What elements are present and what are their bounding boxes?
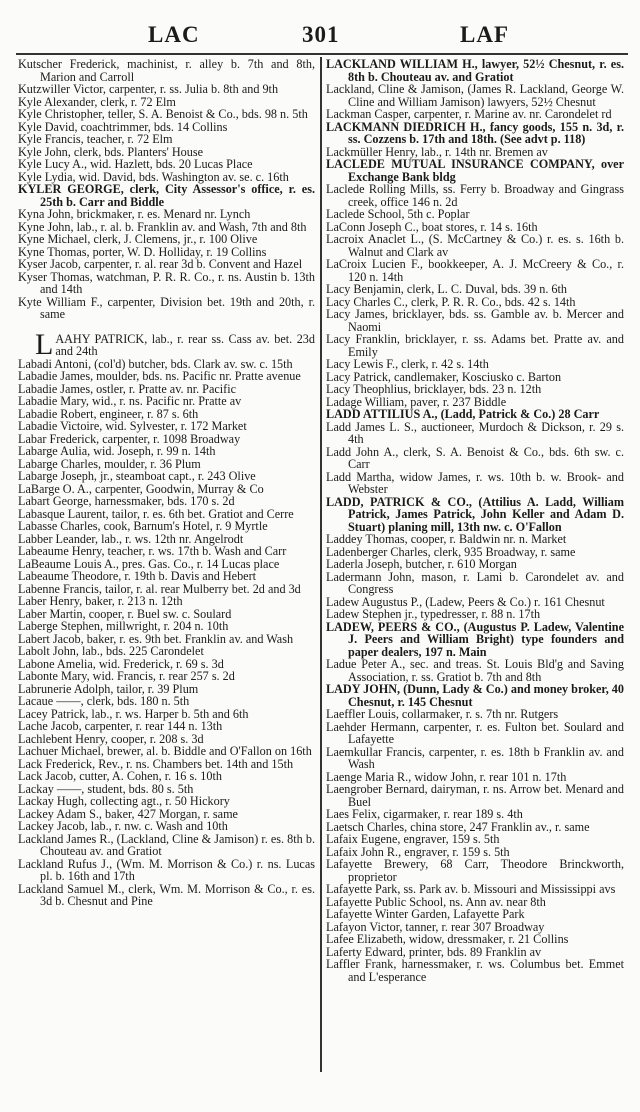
entry-text: Ladd Martha, widow James, r. ws. 10th b. w. Brook- and Webster (326, 469, 624, 496)
entry-text: Kyle David, coachtrimmer, bds. 14 Collins (18, 119, 228, 134)
guide-word-right: LAF (460, 22, 509, 47)
entry-text: Lafayette Park, ss. Park av. b. Missouri and Mississippi avs (326, 882, 616, 896)
entry-text: Labert Jacob, baker, r. es. 9th bet. Franklin av. and Wash (18, 631, 294, 646)
directory-entry (326, 421, 624, 446)
entry-text: Laffler Frank, harnessmaker, r. ws. Columbus bet. Emmet and L'esperance (326, 957, 624, 984)
entry-text: Laber Martin, cooper, r. Buel sw. c. Soulard (18, 606, 232, 621)
entry-text: Laber Henry, baker, r. 213 n. 12th (18, 594, 183, 608)
entry-text: LACKMANN DIEDRICH H., fancy goods, 155 n. 3d, r. ss. Cozzens b. 17th and 18th. (See advt p. 118) (326, 119, 624, 146)
entry-text: Labarge Joseph, jr., steamboat capt., r. 243 Olive (18, 469, 256, 483)
directory-entry (18, 327, 315, 361)
directory-entry (326, 858, 624, 883)
entry-text: Laehder Hermann, carpenter, r. es. Fulton bet. Soulard and Lafayette (326, 719, 624, 746)
entry-text: Labadie Robert, engineer, r. 87 s. 6th (18, 406, 199, 421)
directory-entry (326, 121, 624, 146)
entry-text: Labolt John, lab., bds. 225 Carondelet (18, 644, 204, 658)
directory-entry (326, 258, 624, 283)
entry-text: Laemkullar Francis, carpenter, r. es. 18th b Franklin av. and Wash (326, 744, 624, 771)
entry-text: LADY JOHN, (Dunn, Lady & Co.) and money broker, 40 Chesnut, r. 145 Chesnut (326, 682, 624, 709)
directory-entry (326, 471, 624, 496)
entry-text: Labart George, harnessmaker, bds. 170 s. 2d (18, 494, 235, 508)
entry-text: Lacaue ——, clerk, bds. 180 n. 5th (18, 694, 190, 708)
directory-entry (326, 446, 624, 471)
entry-text: Laenge Maria R., widow John, r. rear 101 n. 17th (326, 769, 567, 784)
entry-text: Labarge Charles, moulder, r. 36 Plum (18, 456, 201, 471)
entry-text: Lackman Casper, carpenter, r. Marine av. nr. Carondelet rd (326, 107, 612, 121)
entry-text: Ladenberger Charles, clerk, 935 Broadway, r. same (326, 544, 576, 559)
directory-entry (326, 83, 624, 108)
directory-entry (18, 58, 315, 83)
entry-text: Lacy James, bricklayer, bds. ss. Gamble av. b. Mercer and Naomi (326, 307, 624, 334)
directory-entry (18, 183, 315, 208)
directory-entry (326, 308, 624, 333)
entry-text: Labonte Mary, wid. Francis, r. rear 257 s. 2d (18, 669, 235, 683)
directory-entry (326, 496, 624, 534)
entry-text: Lackland Rufus J., (Wm. M. Morrison & Co.) r. ns. Lucas pl. b. 16th and 17th (18, 856, 315, 883)
directory-entry (326, 746, 624, 771)
entry-text: Lacy Theophlius, bricklayer, bds. 23 n. 12th (326, 382, 542, 396)
entry-text: Kyle Lydia, wid. David, bds. Washington av. se. c. 16th (18, 169, 289, 184)
entry-text: Ladermann John, mason, r. Lami b. Carondelet av. and Congress (326, 569, 624, 596)
entry-text: Lafayette Winter Garden, Lafayette Park (326, 907, 525, 921)
entry-text: Lackey Jacob, lab., r. nw. c. Wash and 10th (18, 819, 228, 833)
directory-entry (18, 858, 315, 883)
entry-text: Ladd James L. S., auctioneer, Murdoch & Dickson, r. 29 s. 4th (326, 419, 624, 446)
entry-text: Labeaume Henry, teacher, r. ws. 17th b. Wash and Carr (18, 544, 287, 558)
entry-text: Labar Frederick, carpenter, r. 1098 Broadway (18, 431, 241, 446)
entry-text: Kutscher Frederick, machinist, r. alley b. 7th and 8th, Marion and Carroll (18, 57, 315, 84)
entry-text: Kyle Lucy A., wid. Hazlett, bds. 20 Lucas Place (18, 157, 253, 171)
entry-text: LaConn Joseph C., boat stores, r. 14 s. 16th (326, 219, 538, 234)
right-column (326, 58, 624, 983)
entry-text: Lackay Hugh, collecting agt., r. 50 Hickory (18, 794, 230, 808)
column-divider (320, 57, 322, 1072)
entry-text: Lackland Samuel M., clerk, Wm. M. Morrison & Co., r. es. 3d b. Chesnut and Pine (18, 881, 315, 908)
entry-text: Kyte William F., carpenter, Division bet. 19th and 20th, r. same (18, 294, 315, 321)
entry-text: Laetsch Charles, china store, 247 Franklin av., r. same (326, 819, 590, 834)
directory-entry (18, 883, 315, 908)
entry-text: Laeffler Louis, collarmaker, r. s. 7th nr. Rutgers (326, 707, 559, 721)
entry-text: Kyser Thomas, watchman, P. R. R. Co., r. ns. Austin b. 13th and 14th (18, 269, 315, 296)
entry-text: Ladue Peter A., sec. and treas. St. Louis Bld'g and Saving Association, r. ss. Gratiot b. 7th and 8th (326, 657, 624, 684)
directory-entry (18, 833, 315, 858)
entry-text: Laclede Rolling Mills, ss. Ferry b. Broadway and Gingrass creek, office 146 n. 2d (326, 182, 624, 209)
page-number: 301 (302, 22, 340, 47)
entry-text: Lackay ——, student, bds. 80 s. 5th (18, 781, 194, 796)
entry-text: Laberge Stephen, millwright, r. 204 n. 10th (18, 619, 229, 633)
entry-text: Kyle Alexander, clerk, r. 72 Elm (18, 94, 176, 109)
entry-text: Labone Amelia, wid. Frederick, r. 69 s. 3d (18, 656, 224, 671)
entry-text: Ladew Augustus P., (Ladew, Peers & Co.) r. 161 Chesnut (326, 594, 605, 609)
entry-text: Lacy Benjamin, clerk, L. C. Duval, bds. 39 n. 6th (326, 282, 567, 296)
directory-entry (326, 683, 624, 708)
entry-text: Lackland James R., (Lackland, Cline & Jamison) r. es. 8th b. Chouteau av. and Gratiot (18, 831, 315, 858)
directory-entry (326, 721, 624, 746)
entry-text: Labadie James, ostler, r. Pratte av. nr. Pacific (18, 381, 237, 396)
entry-text: Lachuer Michael, brewer, al. b. Biddle and O'Fallon on 16th (18, 744, 312, 758)
entry-text: Lackey Adam S., baker, 427 Morgan, r. same (18, 806, 238, 821)
entry-text: Labadie Victoire, wid. Sylvester, r. 172 Market (18, 419, 247, 433)
entry-text: Labasque Laurent, tailor, r. es. 6th bet. Gratiot and Cerre (18, 506, 294, 521)
directory-entry (326, 333, 624, 358)
entry-text: Kyle Francis, teacher, r. 72 Elm (18, 132, 173, 146)
drop-cap: L (35, 327, 54, 361)
directory-entry (326, 58, 624, 83)
directory-entry (326, 958, 624, 983)
entry-text: Kyle John, clerk, bds. Planters' House (18, 144, 203, 159)
entry-text: Laengrober Bernard, dairyman, r. ns. Arrow bet. Menard and Buel (326, 782, 624, 809)
entry-text: Lachlebent Henry, cooper, r. 208 s. 3d (18, 731, 204, 746)
header-rule (16, 53, 628, 55)
entry-text: Laddey Thomas, cooper, r. Baldwin nr. n. Market (326, 532, 567, 546)
entry-text: Lacy Charles C., clerk, P. R. R. Co., bds. 42 s. 14th (326, 294, 576, 309)
directory-entry (326, 783, 624, 808)
entry-text: LADEW, PEERS & CO., (Augustus P. Ladew, Valentine J. Peers and William Bright) type founders and paper dealers, 197 n. Main (326, 619, 624, 659)
directory-entry (18, 271, 315, 296)
entry-text: Lacroix Anaclet L., (S. McCartney & Co.) r. es. s. 16th b. Walnut and Clark av (326, 232, 624, 259)
entry-text: Kyna John, brickmaker, r. es. Menard nr. Lynch (18, 207, 251, 221)
entry-text: Ladage William, paver, r. 237 Biddle (326, 394, 507, 409)
entry-text: Laderla Joseph, butcher, r. 610 Morgan (326, 557, 517, 571)
entry-text: AAHY PATRICK, lab., r. rear ss. Cass av. bet. 23d and 24th (55, 331, 315, 358)
entry-text: Labadie James, moulder, bds. ns. Pacific nr. Pratte avenue (18, 369, 301, 383)
directory-entry (326, 233, 624, 258)
entry-text: Lacy Lewis F., clerk, r. 42 s. 14th (326, 357, 489, 371)
entry-text: Labadie Mary, wid., r. ns. Pacific nr. Pratte av (18, 394, 242, 408)
entry-text: Laes Felix, cigarmaker, r. rear 189 s. 4th (326, 807, 523, 821)
entry-text: Labarge Aulia, wid. Joseph, r. 99 n. 14th (18, 444, 216, 458)
directory-entry (18, 296, 315, 321)
directory-entry (326, 183, 624, 208)
entry-text: KYLER GEORGE, clerk, City Assessor's office, r. es. 25th b. Carr and Biddle (18, 182, 315, 209)
entry-text: Lack Frederick, Rev., r. ns. Chambers bet. 14th and 15th (18, 756, 294, 771)
directory-entry (326, 658, 624, 683)
directory-entry (326, 621, 624, 659)
entry-text: Kyle Christopher, teller, S. A. Benoist & Co., bds. 98 n. 5th (18, 107, 308, 121)
entry-text: Labrunerie Adolph, tailor, r. 39 Plum (18, 681, 199, 696)
entry-text: LaBarge O. A., carpenter, Goodwin, Murray & Co (18, 481, 264, 496)
entry-text: LADD, PATRICK & CO., (Attilius A. Ladd, William Patrick, James Patrick, John Keller and Adam D. Stuart) planing mill, 13th nw. c. O'Fallon (326, 494, 624, 534)
entry-text: Labadi Antoni, (col'd) butcher, bds. Clark av. sw. c. 15th (18, 356, 293, 371)
entry-text: Lafayon Victor, tanner, r. rear 307 Broadway (326, 919, 545, 934)
entry-text: Lack Jacob, cutter, A. Cohen, r. 16 s. 10th (18, 769, 222, 783)
entry-text: Ladew Stephen jr., typedresser, r. 88 n. 17th (326, 607, 541, 621)
entry-text: LaCroix Lucien F., bookkeeper, A. J. McCreery & Co., r. 120 n. 14th (326, 257, 624, 284)
entry-text: Kyne Thomas, porter, W. D. Holliday, r. 19 Collins (18, 244, 267, 259)
entry-text: Lackland, Cline & Jamison, (James R. Lackland, George W. Cline and William Jamison) lawyers, 52½ Chesnut (326, 82, 624, 109)
entry-text: Lacey Patrick, lab., r. ws. Harper b. 5th and 6th (18, 706, 249, 721)
entry-text: Lafee Elizabeth, widow, dressmaker, r. 21 Collins (326, 932, 569, 946)
entry-text: Ladd John A., clerk, S. A. Benoist & Co., bds. 6th sw. c. Carr (326, 444, 624, 471)
directory-entry (326, 571, 624, 596)
entry-text: Labeaume Theodore, r. 19th b. Davis and Hebert (18, 569, 257, 583)
entry-text: LADD ATTILIUS A., (Ladd, Patrick & Co.) 28 Carr (326, 407, 600, 421)
directory-entry (326, 158, 624, 183)
entry-text: Lacy Franklin, bricklayer, r. ss. Adams bet. Pratte av. and Emily (326, 332, 624, 359)
entry-text: Laclede School, 5th c. Poplar (326, 207, 470, 221)
entry-text: Kyne John, lab., r. al. b. Franklin av. and Wash, 7th and 8th (18, 219, 307, 234)
entry-text: Labasse Charles, cook, Barnum's Hotel, r. 9 Myrtle (18, 519, 268, 533)
entry-text: Lafaix Eugene, engraver, 159 s. 5th (326, 832, 500, 846)
entry-text: Kyser Jacob, carpenter, r. al. rear 3d b. Convent and Hazel (18, 257, 303, 271)
entry-text: Kyne Michael, clerk, J. Clemens, jr., r. 100 Olive (18, 232, 258, 246)
entry-text: Lacy Patrick, candlemaker, Kosciusko c. Barton (326, 369, 562, 384)
entry-text: Lafayette Public School, ns. Ann av. near 8th (326, 894, 546, 909)
entry-text: LaBeaume Louis A., pres. Gas. Co., r. 14 Lucas place (18, 556, 280, 571)
left-column (18, 58, 315, 908)
entry-text: Labenne Francis, tailor, r. al. rear Mulberry bet. 2d and 3d (18, 581, 301, 596)
entry-text: Laferty Edward, printer, bds. 89 Franklin av (326, 944, 542, 959)
entry-text: Kutzwiller Victor, carpenter, r. ss. Julia b. 8th and 9th (18, 82, 279, 96)
entry-text: Lackmüller Henry, lab., r. 14th nr. Bremen av (326, 144, 548, 159)
entry-text: Lafayette Brewery, 68 Carr, Theodore Brinckworth, proprietor (326, 857, 624, 884)
guide-word-left: LAC (148, 22, 200, 47)
entry-text: LACKLAND WILLIAM H., lawyer, 52½ Chesnut, r. es. 8th b. Chouteau av. and Gratiot (326, 57, 624, 84)
entry-text: Lache Jacob, carpenter, r. rear 144 n. 13th (18, 719, 223, 733)
entry-text: Lafaix John R., engraver, r. 159 s. 5th (326, 844, 510, 859)
entry-text: Labber Leander, lab., r. ws. 12th nr. Angelrodt (18, 531, 244, 546)
entry-text: LACLEDE MUTUAL INSURANCE COMPANY, over Exchange Bank bldg (326, 157, 624, 184)
